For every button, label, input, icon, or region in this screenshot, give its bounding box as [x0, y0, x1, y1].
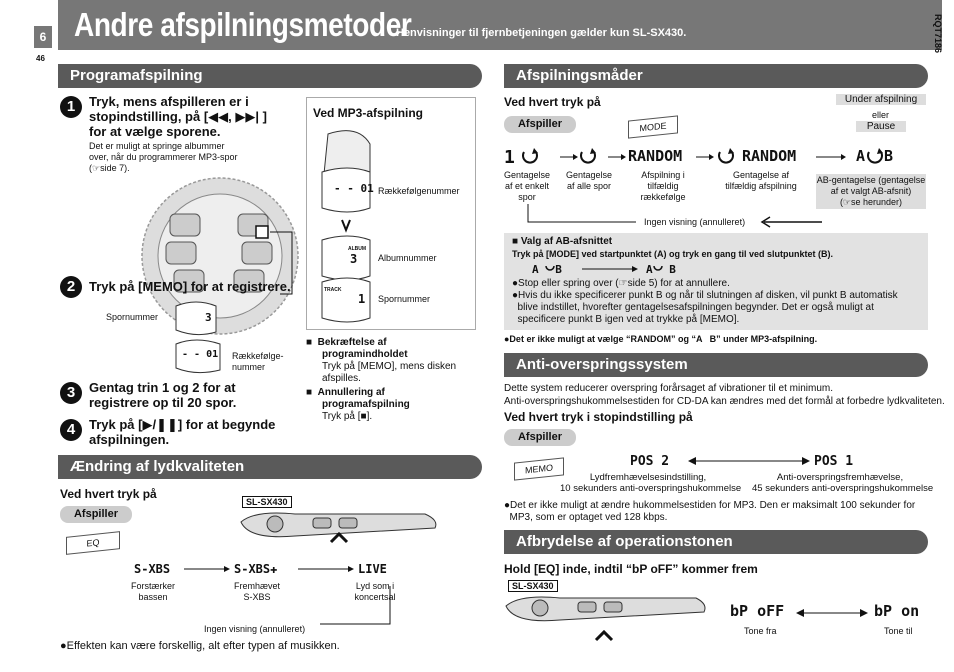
section-heading-antiskip: Anti-overspringssystem	[504, 353, 928, 377]
sound-mode-1-desc: Forstærker bassen	[130, 581, 175, 602]
ab-from-symbol: A B	[532, 263, 562, 276]
ab-title: ■ Valg af AB-afsnittet	[512, 236, 613, 247]
pos2-label: POS 2	[630, 454, 670, 469]
arrow-down-icon	[340, 218, 352, 234]
mp3-track-value: 1	[358, 292, 366, 306]
mp3-heading: Ved MP3-afspilning	[313, 106, 424, 120]
mp3-album-label: Albumnummer	[378, 253, 437, 263]
pos2-desc: Lydfremhævelsesindstilling, 10 sekunders anti-overspringshukommelse	[560, 472, 742, 494]
page-subtitle: Henvisninger til fjernbetjeningen gælder kun SL-SX430.	[396, 27, 687, 39]
sound-note: ●Effekten kan være forskellig, alt efter typen af musikken.	[60, 640, 340, 652]
during-play-label: Under afspilning	[836, 94, 926, 105]
ab-instruction: Tryk på [MODE] ved startpunktet (A) og tryk en gang til ved slutpunktet (B).	[512, 249, 834, 259]
mode-3-desc: Afspilning i tilfældig rækkefølge	[640, 170, 686, 202]
beep-sub: Hold [EQ] inde, indtil “bP oFF” kommer frem	[504, 562, 758, 576]
mode-3-symbol: RANDOM	[628, 147, 683, 165]
sound-player-pill: Afspiller	[60, 506, 132, 523]
section-heading-playmodes: Afspilningsmåder	[504, 64, 928, 88]
mp3-track-label: Spornummer	[378, 294, 431, 304]
antiskip-note: ●Det er ikke muligt at ændre hukommelsestiden for MP3. Den er maksimalt 100 sekunder for MP3, som er optaget ved 128 kbps.	[504, 500, 916, 523]
mode-2-desc: Gentagelse af alle spor	[565, 170, 613, 191]
mp3-seq-label: Rækkefølgenummer	[378, 186, 460, 196]
step-2-number: 2	[60, 276, 82, 298]
confirm-note: ■ Bekræftelse af programindholdet Tryk på [MEMO], mens disken afspilles. ■ Annullering af programafspilning Tryk på [■].	[306, 337, 457, 422]
step-4-number: 4	[60, 419, 82, 441]
mp3-album-tag: ALBUM	[348, 246, 367, 252]
mode-5-symbol: A B	[856, 147, 894, 165]
step-4-text: Tryk på [▶/❚❚] for at begynde afspilningen.	[89, 417, 276, 447]
pos-toggle-arrow	[686, 453, 812, 469]
pause-label: Pause	[856, 121, 906, 132]
pos1-desc: Anti-overspringsfremhævelse, 45 sekunders anti-overspringshukommelse	[752, 472, 934, 494]
sound-mode-1: S-XBS	[134, 562, 171, 576]
sound-mode-3: LIVE	[358, 562, 387, 576]
memo-seq-value: - - 01	[182, 349, 219, 360]
mp3-track-tag: TRACK	[324, 287, 342, 293]
section-heading-program: Programafspilning	[58, 64, 482, 88]
page-number: 6	[34, 26, 52, 48]
beep-off-label: bP oFF	[730, 602, 785, 620]
ab-to-symbol: A B	[646, 263, 676, 276]
memo-track-label: Spornummer	[106, 312, 159, 322]
mode-button[interactable]: MODE	[628, 115, 678, 138]
page-title: Andre afspilningsmetoder	[74, 6, 412, 43]
step-2-text: Tryk på [MEMO] for at registrere.	[89, 279, 291, 294]
beep-on-desc: Tone til	[884, 626, 913, 636]
page-sub-number: 46	[36, 54, 45, 63]
beep-remote-label: SL-SX430	[508, 580, 558, 592]
remote-illustration	[235, 506, 440, 546]
sound-sub: Ved hvert tryk på	[60, 487, 157, 501]
ab-arrow	[540, 262, 660, 276]
eq-button[interactable]: EQ	[66, 531, 120, 555]
beep-off-desc: Tone fra	[744, 626, 777, 636]
mp3-album-value: 3	[350, 252, 358, 266]
beep-toggle-arrow	[794, 606, 870, 620]
mode-4-desc: Gentagelse af tilfældig afspilning	[725, 170, 797, 191]
playmodes-player-pill: Afspiller	[504, 116, 576, 133]
memo-track-value: 3	[205, 311, 212, 324]
step-1-number: 1	[60, 96, 82, 118]
step-1-note: Det er muligt at springe albummer over, når du programmerer MP3-spor (☞side 7).	[89, 141, 238, 173]
mode-1-desc: Gentagelse af et enkelt spor	[503, 170, 551, 202]
section-heading-sound: Ændring af lydkvaliteten	[58, 455, 482, 479]
sound-mode-3-desc: Lyd som i koncertsal	[354, 581, 396, 602]
antiskip-text: Dette system reducerer overspring forårsaget af vibrationer til et minimum. Anti-overspringshukommelsestiden for CD-DA kan ændres med det formål at forbedre lydkvaliteten.	[504, 383, 945, 407]
sound-remote-label: SL-SX430	[242, 496, 292, 508]
ab-bullets: ●Stop eller spring over (☞side 5) for at annullere. ●Hvis du ikke specificerer punkt B og når til slutningen af disken, vil punkt B automatisk blive indstillet, hvorefter gentagelsesafspilningen begynder. Det er også muligt at specificere punkt B igen ved at trykke på [MEMO].	[512, 278, 898, 325]
section-heading-beep: Afbrydelse af operationstonen	[504, 530, 928, 554]
step-3-text: Gentag trin 1 og 2 for at registrere op til 20 spor.	[89, 380, 237, 410]
beep-remote-illustration	[500, 590, 710, 648]
mode-5-desc: AB-gentagelse (gentagelse af et valgt AB-afsnit) (☞se herunder)	[816, 175, 926, 207]
sound-cancel-label: Ingen visning (annulleret)	[204, 624, 306, 634]
step-1-text: Tryk, mens afspilleren er i stopindstilling, på [◀◀, ▶▶| ] for at vælge sporene.	[89, 94, 267, 139]
antiskip-sub: Ved hvert tryk i stopindstilling på	[504, 410, 693, 424]
playmodes-mp3-note: ●Det er ikke muligt at vælge “RANDOM” og “A B” under MP3-afspilning.	[504, 334, 818, 344]
doc-code: RQT7186	[933, 14, 943, 54]
or-label: eller	[872, 110, 890, 120]
playmodes-sub: Ved hvert tryk på	[504, 95, 601, 109]
pos1-label: POS 1	[814, 454, 854, 469]
beep-on-label: bP on	[874, 602, 920, 620]
memo-button[interactable]: MEMO	[514, 457, 564, 480]
mp3-seq-value: - - 01	[334, 182, 374, 195]
step-3-number: 3	[60, 382, 82, 404]
memo-seq-label: Rækkefølge- nummer	[232, 351, 284, 372]
mode-1-symbol: 1	[504, 147, 515, 168]
mode-4-symbol: RANDOM	[742, 147, 797, 165]
sound-mode-2-desc: Fremhævet S-XBS	[233, 581, 280, 602]
mp3-display-3	[318, 276, 378, 326]
antiskip-player-pill: Afspiller	[504, 429, 576, 446]
sound-mode-2: S-XBS✚	[234, 562, 278, 576]
memo-track-display	[172, 300, 222, 336]
playmodes-cancel-label: Ingen visning (annulleret)	[644, 217, 746, 227]
